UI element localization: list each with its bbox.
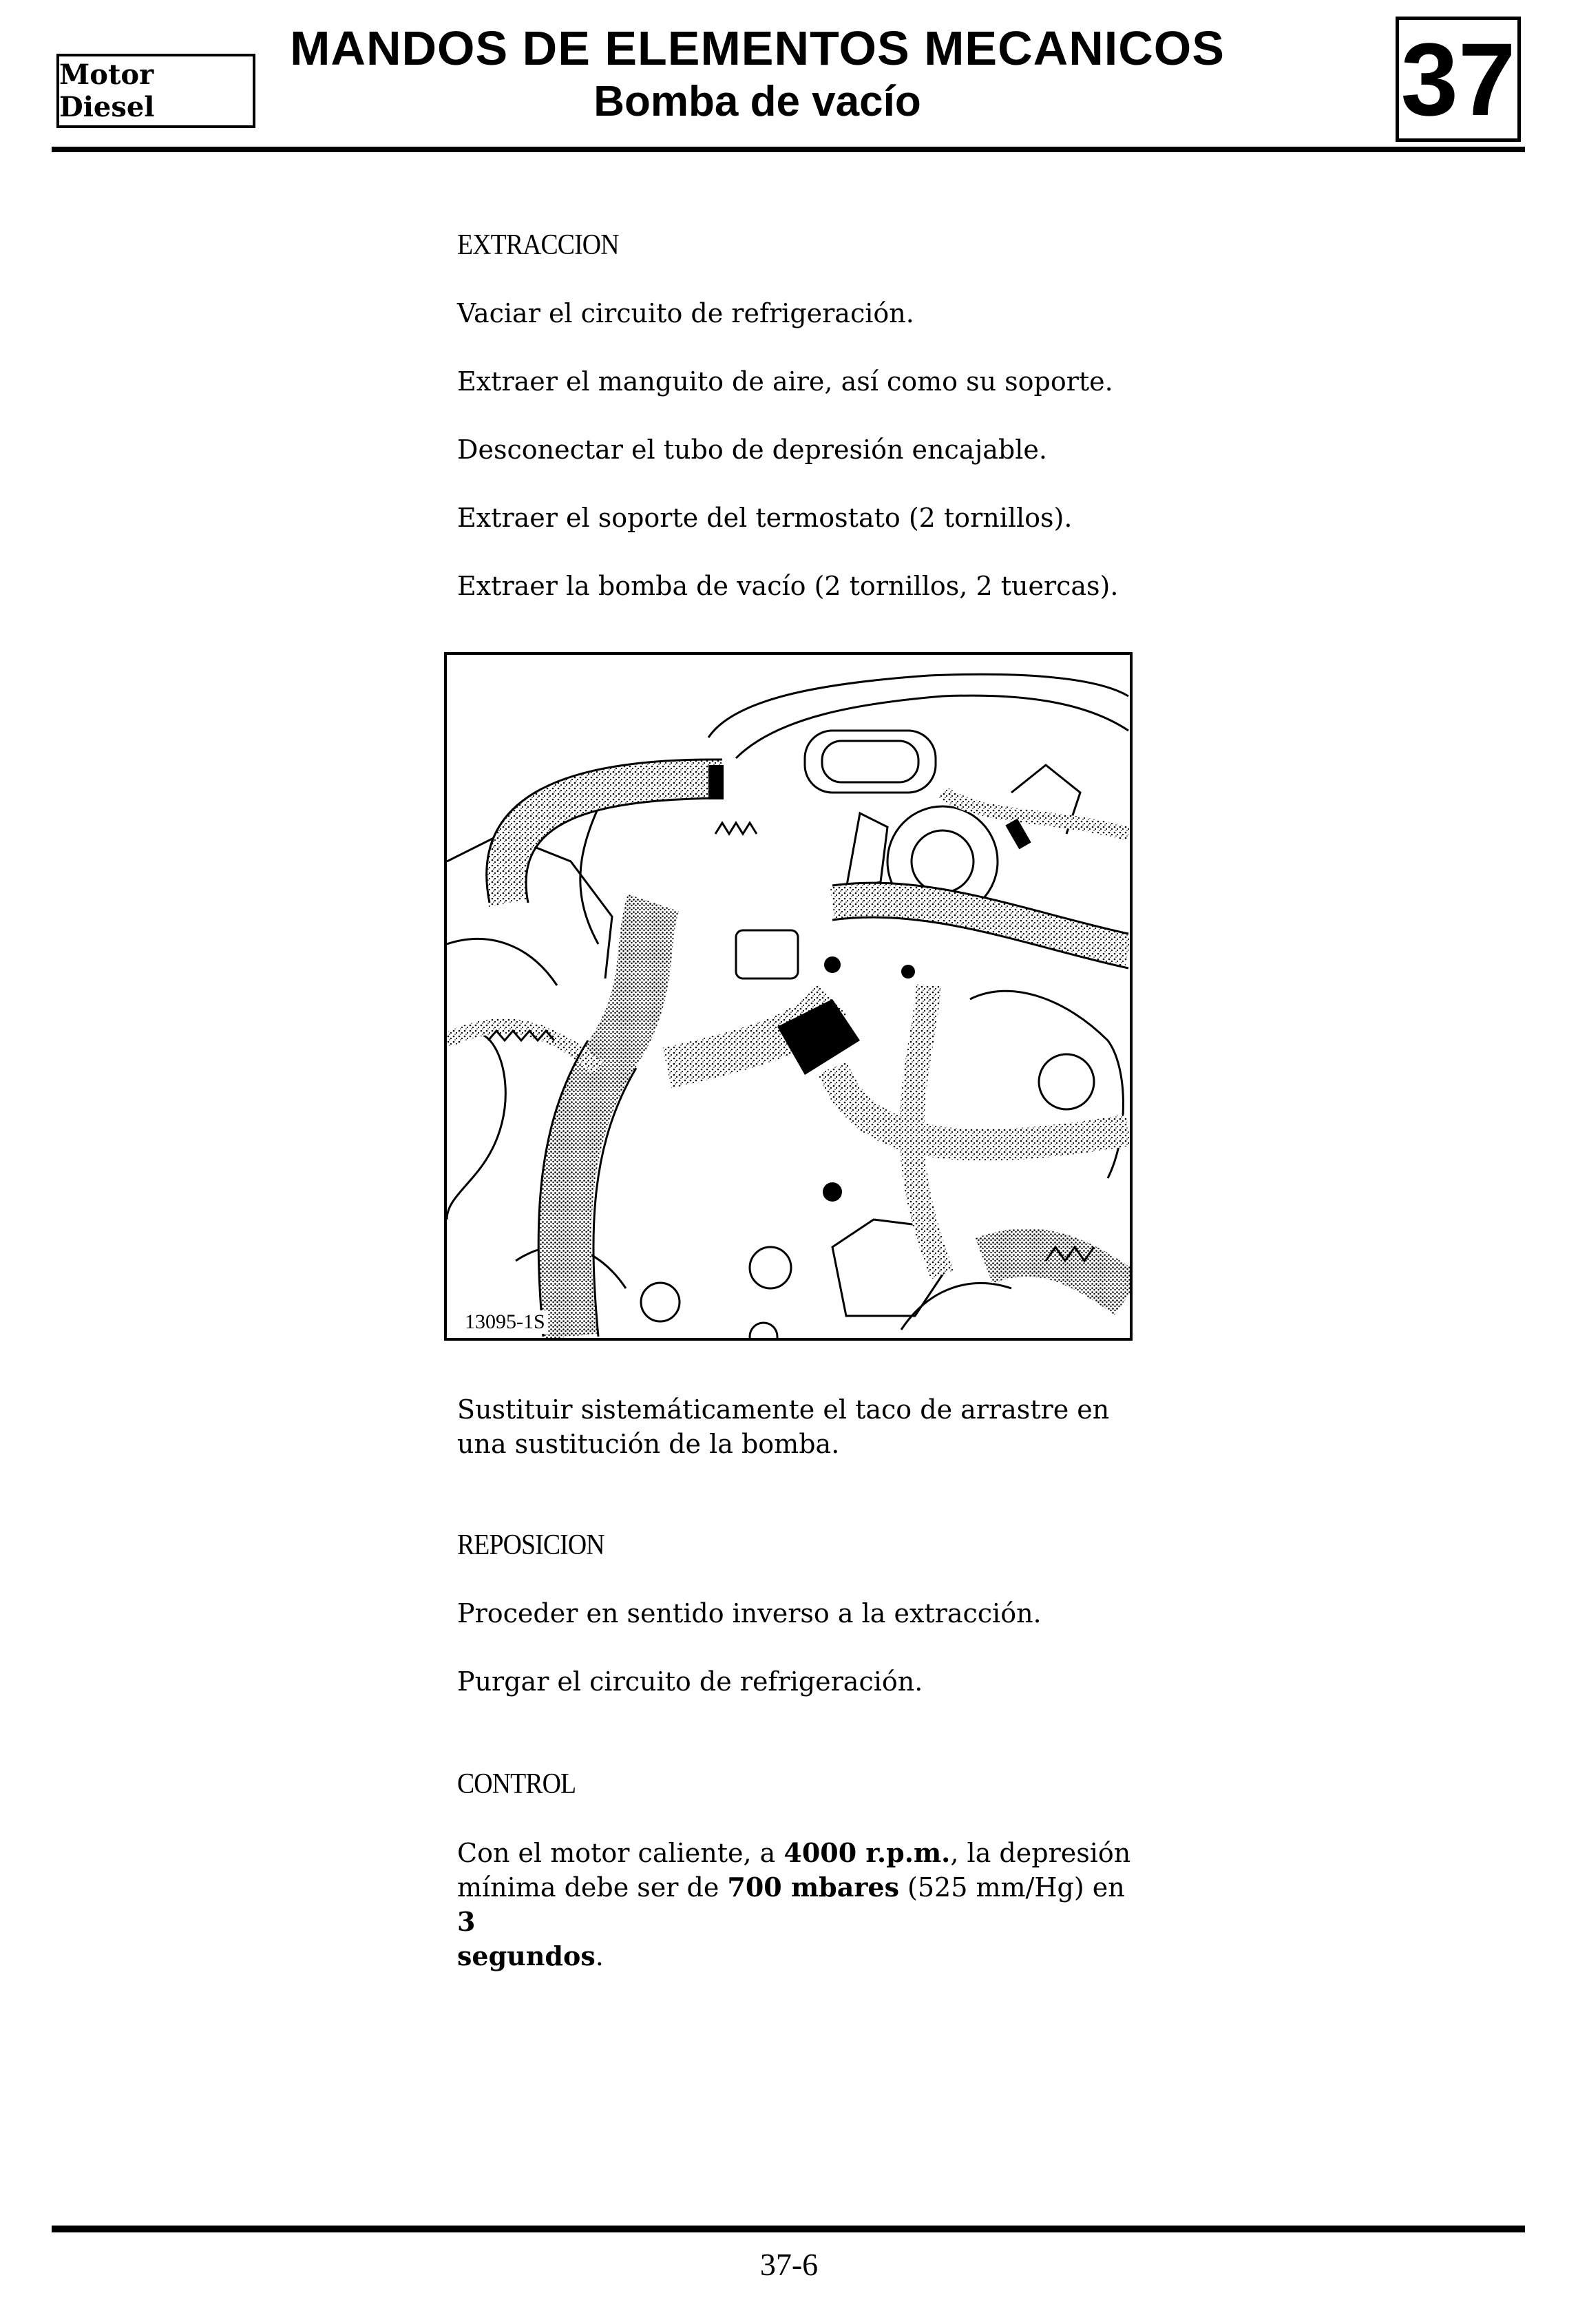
page-title: MANDOS DE ELEMENTOS MECANICOS bbox=[290, 21, 1225, 75]
page-subtitle: Bomba de vacío bbox=[593, 78, 921, 125]
control-mbar-value: 700 mbares bbox=[727, 1872, 899, 1903]
section-label-box bbox=[56, 54, 255, 128]
heading-reposicion: REPOSICION bbox=[457, 1529, 604, 1561]
chapter-number-box bbox=[1396, 17, 1521, 142]
engine-illustration bbox=[444, 652, 1133, 1341]
chapter-number: 37 bbox=[1400, 21, 1516, 137]
replacement-note-line-1: Sustituir sistemáticamente el taco de arrastre en bbox=[457, 1394, 1110, 1425]
control-paragraph bbox=[457, 1836, 1132, 1974]
control-text-2: , la depresión bbox=[950, 1838, 1131, 1868]
extraccion-step-5: Extraer la bomba de vacío (2 tornillos, 2 tuercas). bbox=[457, 571, 1119, 601]
control-seconds-number: 3 bbox=[457, 1906, 476, 1937]
control-rpm-value: 4000 r.p.m. bbox=[783, 1837, 951, 1868]
header-rule bbox=[52, 147, 1525, 152]
control-text-4: (525 mm/Hg) en bbox=[898, 1872, 1125, 1903]
extraccion-step-1: Vaciar el circuito de refrigeración. bbox=[457, 298, 914, 328]
heading-extraccion: EXTRACCION bbox=[457, 229, 619, 261]
reposicion-step-1: Proceder en sentido inverso a la extracción. bbox=[457, 1598, 1042, 1629]
section-label: Motor Diesel bbox=[59, 59, 155, 123]
page-number: 37-6 bbox=[759, 2247, 819, 2282]
replacement-note bbox=[457, 1392, 1132, 1461]
footer-rule bbox=[52, 2226, 1525, 2232]
extraccion-step-4: Extraer el soporte del termostato (2 tornillos). bbox=[457, 503, 1073, 533]
page-title-block bbox=[275, 21, 1239, 128]
figure-reference: 13095-1S bbox=[462, 1310, 548, 1334]
extraccion-step-3: Desconectar el tubo de depresión encajable. bbox=[457, 435, 1047, 465]
heading-control: CONTROL bbox=[457, 1768, 576, 1800]
control-text-3: mínima debe ser de bbox=[457, 1872, 728, 1903]
engine-drawing bbox=[447, 655, 1130, 1338]
replacement-note-line-2: una sustitución de la bomba. bbox=[457, 1429, 840, 1459]
reposicion-step-2: Purgar el circuito de refrigeración. bbox=[457, 1666, 923, 1697]
control-seconds-label: segundos bbox=[457, 1940, 596, 1971]
extraccion-step-2: Extraer el manguito de aire, así como su soporte. bbox=[457, 366, 1113, 397]
control-text-1: Con el motor caliente, a bbox=[457, 1838, 784, 1868]
control-text-5: . bbox=[595, 1941, 604, 1971]
